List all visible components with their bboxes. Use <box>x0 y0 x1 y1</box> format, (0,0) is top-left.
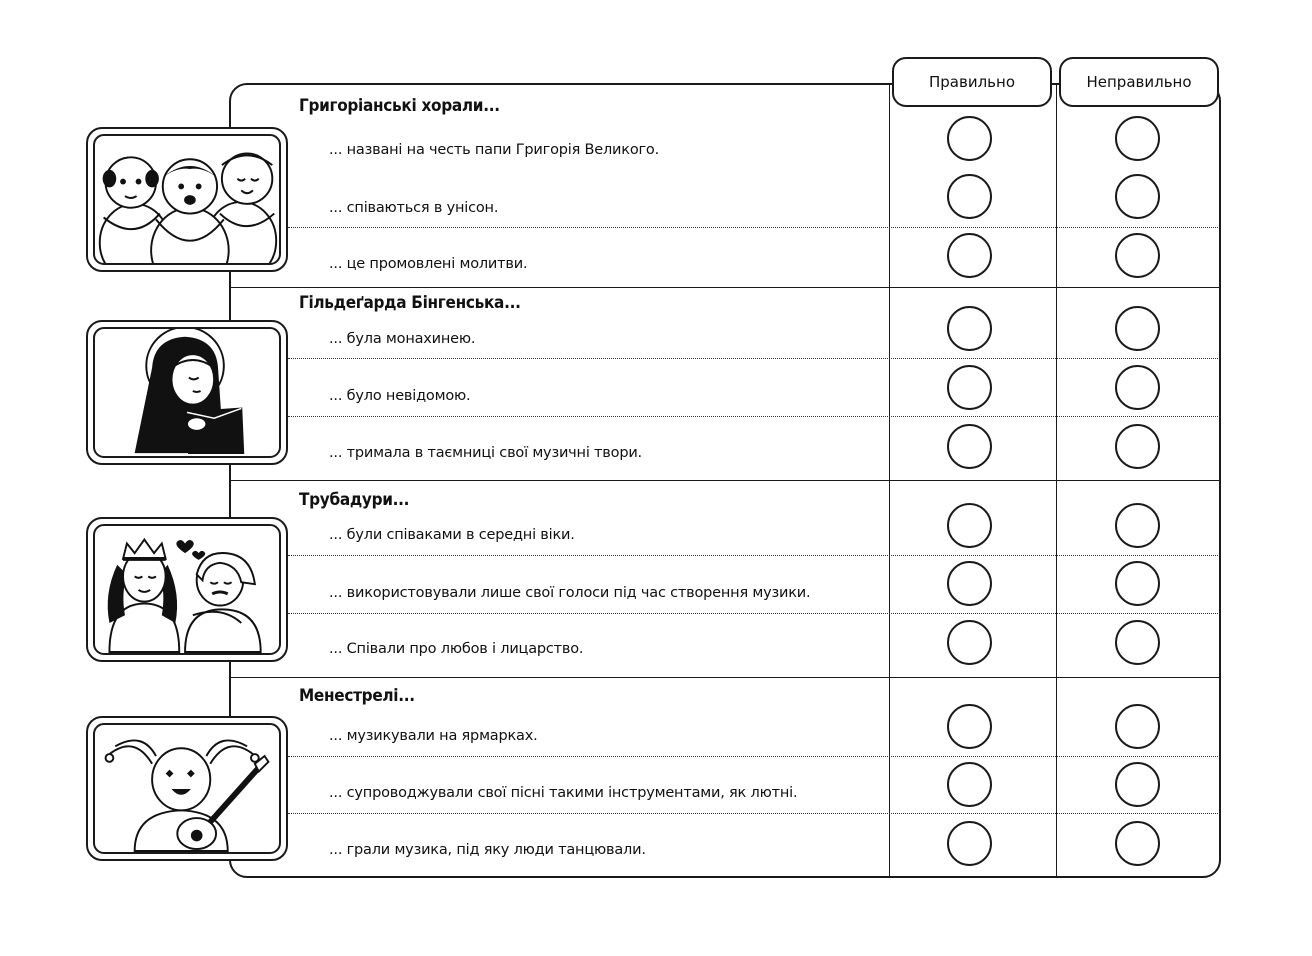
section-divider <box>229 480 1221 481</box>
section-title: Трубадури... <box>299 490 410 510</box>
section-title: Менестрелі... <box>299 686 415 706</box>
statement: ... це промовлені молитви. <box>329 256 528 272</box>
answer-false-circle[interactable] <box>1115 306 1160 351</box>
nun-drawing <box>95 329 279 456</box>
answer-false-circle[interactable] <box>1115 365 1160 410</box>
answer-false-circle[interactable] <box>1115 704 1160 749</box>
statement: ... тримала в таємниці свої музичні твори. <box>329 445 642 461</box>
answer-true-circle[interactable] <box>947 306 992 351</box>
answer-true-circle[interactable] <box>947 174 992 219</box>
answer-true-circle[interactable] <box>947 116 992 161</box>
statement: ... була монахинею. <box>329 331 476 347</box>
monks-drawing <box>95 136 279 263</box>
row-divider <box>288 358 1220 359</box>
row-divider <box>288 813 1220 814</box>
answer-false-circle[interactable] <box>1115 174 1160 219</box>
statement: ... супроводжували свої пісні такими інструментами, як лютні. <box>329 785 798 801</box>
answer-true-circle[interactable] <box>947 704 992 749</box>
section-divider <box>229 287 1221 288</box>
answer-false-circle[interactable] <box>1115 116 1160 161</box>
singing-monks-illustration <box>86 127 288 272</box>
row-divider <box>288 555 1220 556</box>
troubadour-couple-illustration <box>86 517 288 662</box>
section-title: Гільдеґарда Бінгенська... <box>299 293 521 313</box>
statement: ... музикували на ярмарках. <box>329 728 538 744</box>
answer-false-circle[interactable] <box>1115 821 1160 866</box>
answer-true-circle[interactable] <box>947 821 992 866</box>
answer-true-circle[interactable] <box>947 503 992 548</box>
statement: ... грали музика, під яку люди танцювали. <box>329 842 646 858</box>
answer-false-circle[interactable] <box>1115 561 1160 606</box>
column-header-false: Неправильно <box>1059 57 1219 107</box>
answer-false-circle[interactable] <box>1115 620 1160 665</box>
answer-true-circle[interactable] <box>947 424 992 469</box>
answer-false-circle[interactable] <box>1115 233 1160 278</box>
answer-true-circle[interactable] <box>947 620 992 665</box>
nun-reading-book-illustration <box>86 320 288 465</box>
statement: ... Співали про любов і лицарство. <box>329 641 584 657</box>
section-divider <box>229 677 1221 678</box>
row-divider <box>288 756 1220 757</box>
answer-false-circle[interactable] <box>1115 424 1160 469</box>
statement: ... співаються в унісон. <box>329 200 499 216</box>
statement: ... було невідомою. <box>329 388 471 404</box>
column-header-true: Правильно <box>892 57 1052 107</box>
jester-drawing <box>95 725 279 852</box>
statement: ... використовували лише свої голоси під час створення музики. <box>329 585 811 601</box>
answer-true-circle[interactable] <box>947 233 992 278</box>
answer-false-circle[interactable] <box>1115 762 1160 807</box>
answer-true-circle[interactable] <box>947 762 992 807</box>
row-divider <box>288 613 1220 614</box>
statement: ... були співаками в середні віки. <box>329 527 575 543</box>
troubadour-drawing <box>95 526 279 653</box>
answer-true-circle[interactable] <box>947 561 992 606</box>
answer-false-circle[interactable] <box>1115 503 1160 548</box>
row-divider <box>288 227 1220 228</box>
section-title: Григоріанські хорали... <box>299 96 500 116</box>
row-divider <box>288 416 1220 417</box>
jester-with-lute-illustration <box>86 716 288 861</box>
statement: ... названі на честь папи Григорія Великого. <box>329 142 659 158</box>
answer-true-circle[interactable] <box>947 365 992 410</box>
